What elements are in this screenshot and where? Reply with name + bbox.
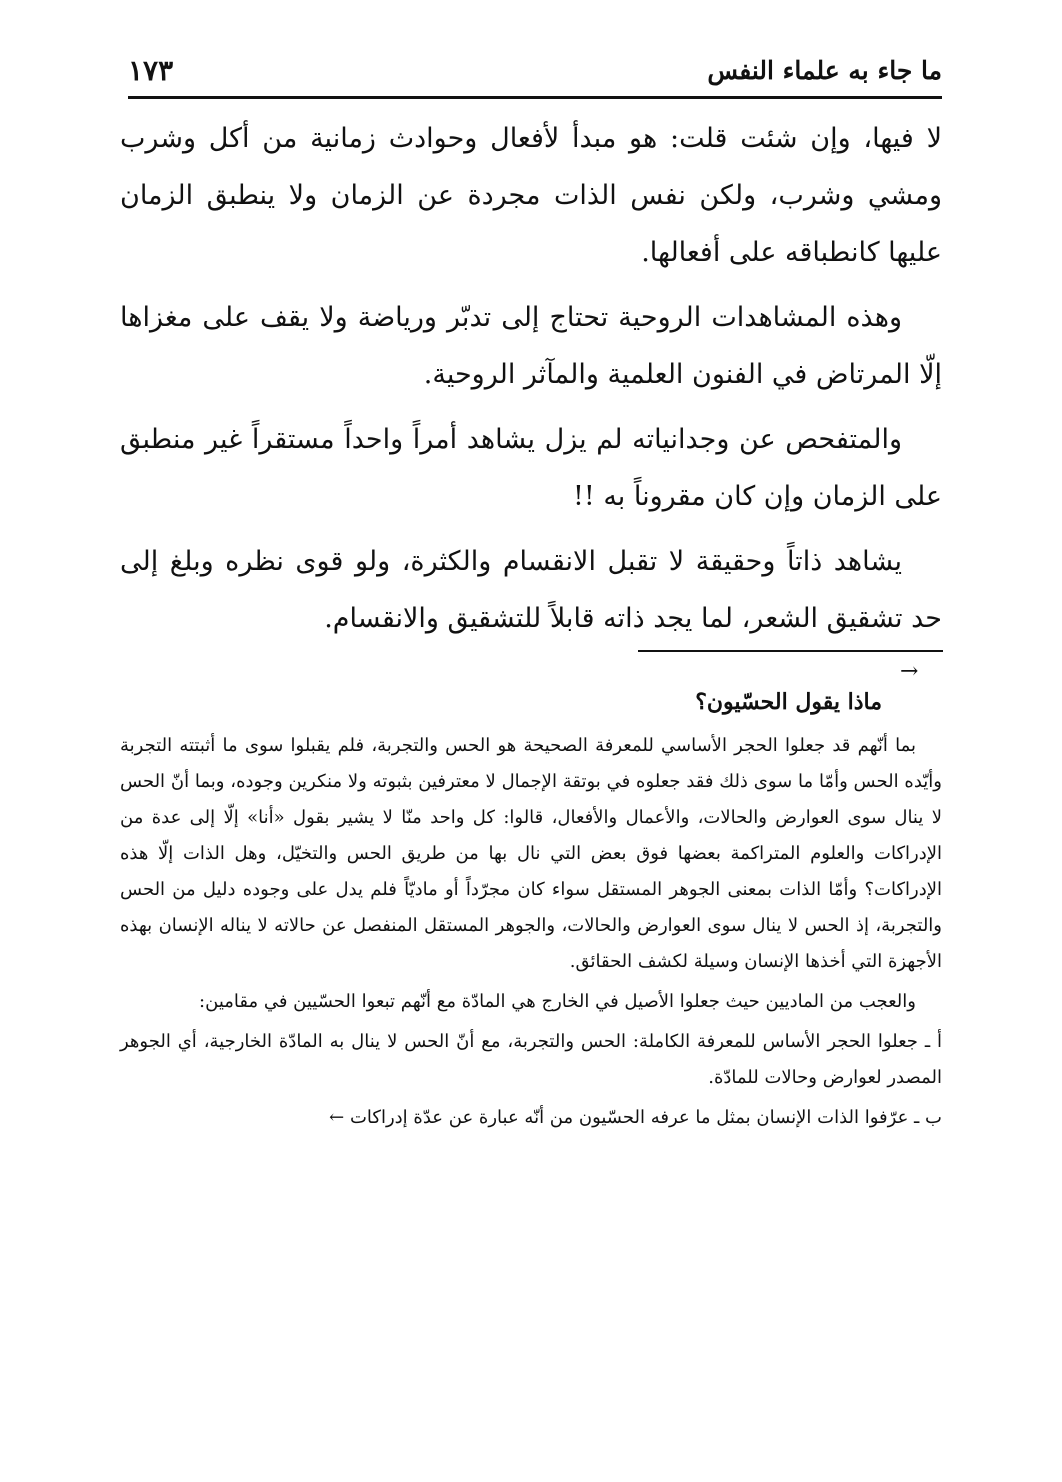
footnote-paragraph: بما أنّهم قد جعلوا الحجر الأساسي للمعرفة الصحيحة هو الحس والتجربة، فلم يقبلوا سوى ما أثبتته التجربة وأيّده الحس وأمّا ما سوى ذلك فقد جعلوه في بوتقة الإجمال لا معترفين بثبوته ولا منكرين وجوده، وبما أنّ الحس لا ينال سوى العوارض والحالات، والأعمال والأفعال، قالوا: كل واحد منّا لا يشير بقول «أنا» إلّا إلى عدة من الإدراكات والعلوم المتراكمة بعضها فوق بعض التي نال بها من طريق الحس والتخيّل، وهل الذات إلّا هذه الإدراكات؟ وأمّا الذات بمعنى الجوهر المستقل سواء كان مجرّداً أو ماديّاً فلم يدل على وجوده دليل من الحس والتجربة، إذ الحس لا ينال سوى العوارض والحالات، والجوهر المستقل المنفصل عن حالاته لا يناله الإنسان بهذه الأجهزة التي أخذها الإنسان وسيلة لكشف الحقائق. [120, 735, 942, 972]
footnote-heading: ماذا يقول الحسّيون؟ [695, 689, 882, 715]
page-header [128, 40, 942, 100]
main-paragraph: يشاهد ذاتاً وحقيقة لا تقبل الانقسام والكثرة، ولو قوى نظره وبلغ إلى حد تشقيق الشعر، لما يجد ذاته قابلاً للتشقيق والانقسام. [120, 546, 942, 634]
footnote-block [120, 684, 942, 1136]
footnote-separator [638, 650, 943, 652]
main-paragraph: لا فيها، وإن شئت قلت: هو مبدأ لأفعال وحوادث زمانية من أكل وشرب ومشي وشرب، ولكن نفس الذات مجردة عن الزمان ولا ينطبق الزمان عليها كانطباقه على أفعالها. [120, 123, 942, 268]
main-paragraph: والمتفحص عن وجدانياته لم يزل يشاهد أمراً واحداً مستقراً غير منطبق على الزمان وإن كان مقروناً به !! [120, 424, 942, 512]
footnote-paragraph: والعجب من الماديين حيث جعلوا الأصيل في الخارج هي المادّة مع أنّهم تبعوا الحسّيين في مقامين: [199, 991, 916, 1012]
main-text [120, 110, 942, 655]
footnote-paragraph: ب ـ عرّفوا الذات الإنسان بمثل ما عرفه الحسّيون من أنّه عبارة عن عدّة إدراكات ← [329, 1107, 942, 1128]
footnote-paragraph: أ ـ جعلوا الحجر الأساس للمعرفة الكاملة: الحس والتجربة، مع أنّ الحس لا ينال به المادّة الخارجية، أي الجوهر المصدر لعوارض وحالات للمادّة. [120, 1031, 942, 1088]
continuation-arrow-icon: → [900, 659, 919, 684]
main-paragraph: وهذه المشاهدات الروحية تحتاج إلى تدبّر ورياضة ولا يقف على مغزاها إلّا المرتاض في الفنون العلمية والمآثر الروحية. [120, 302, 942, 390]
running-title: ما جاء به علماء النفس [707, 55, 942, 85]
header-rule [128, 96, 942, 99]
page-number: ١٧٣ [128, 53, 174, 87]
